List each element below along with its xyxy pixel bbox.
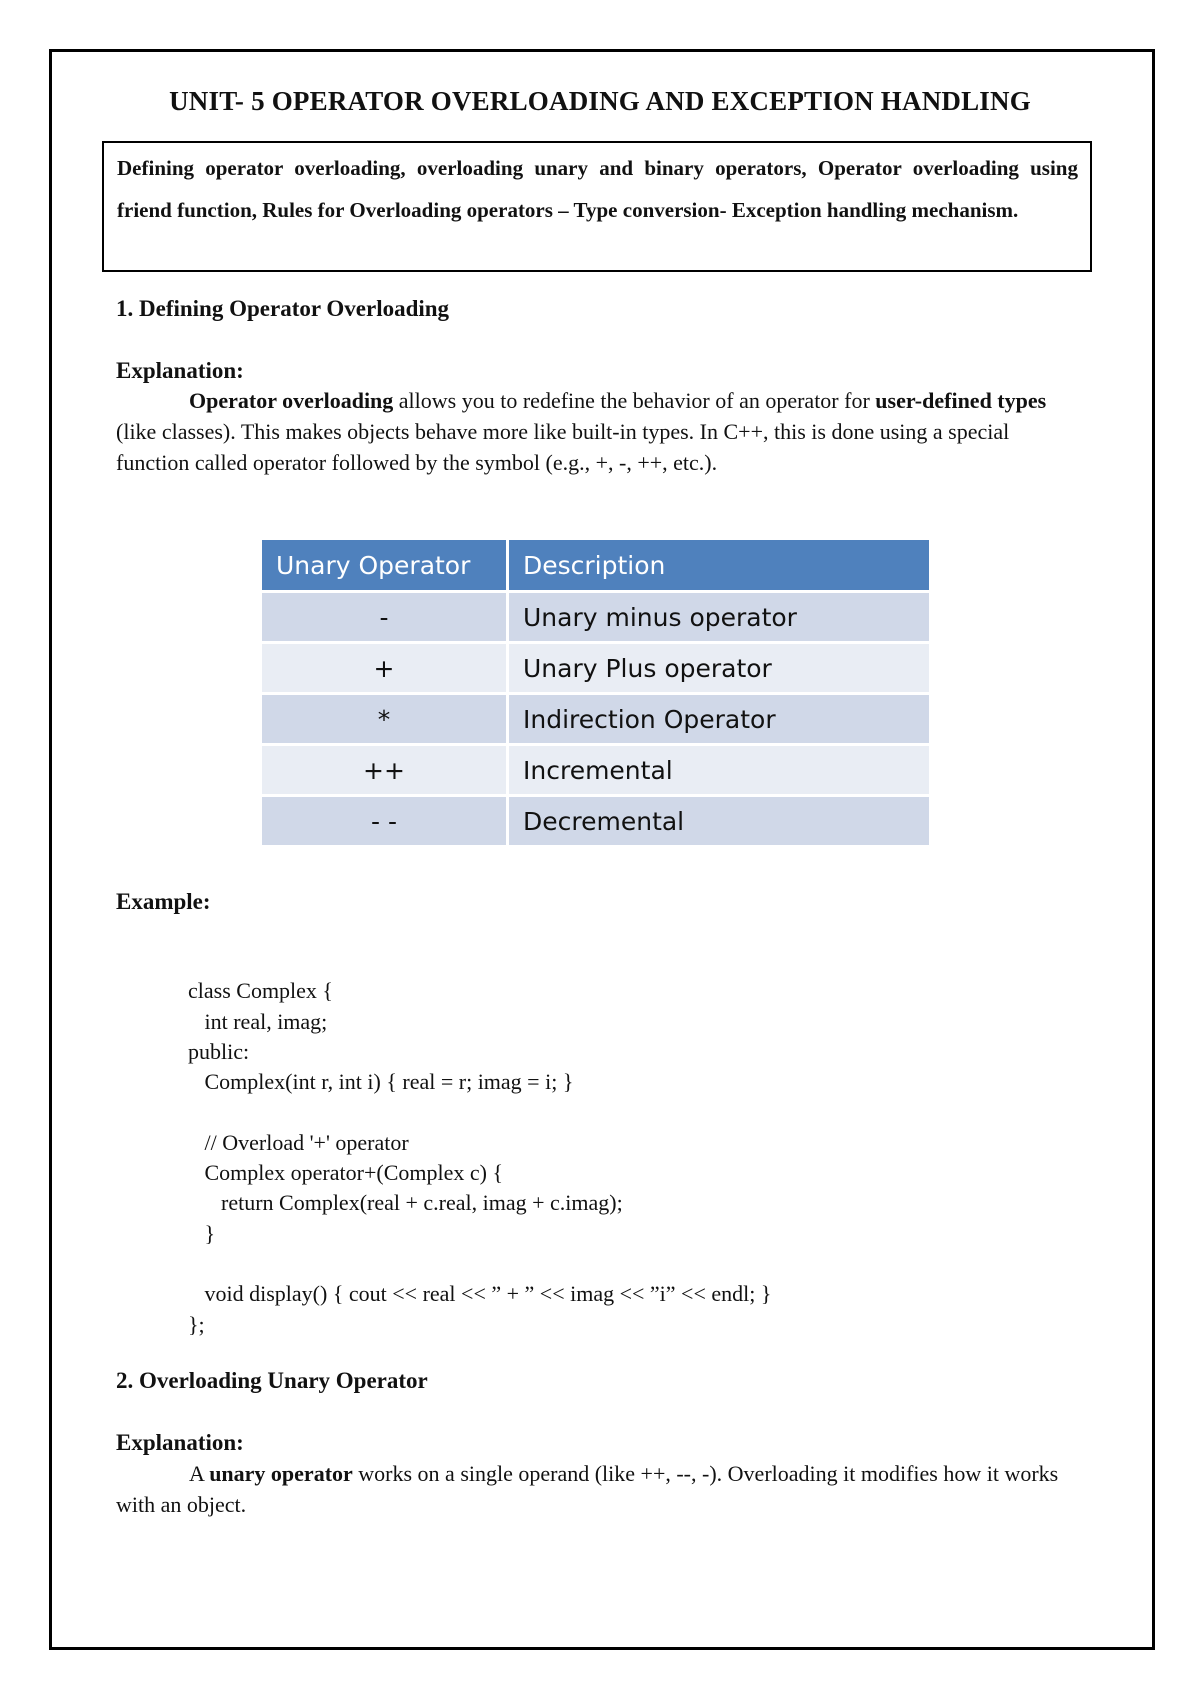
section-2-heading: 2. Overloading Unary Operator xyxy=(116,1368,428,1393)
paragraph-text: (like classes). This makes objects behave more like built-in types. In C++, this is done using a special function called operator followed by the symbol (e.g., +, -, ++, etc.). xyxy=(116,419,1010,475)
code-line xyxy=(188,1249,771,1279)
code-line: } xyxy=(188,1220,216,1246)
paragraph-text: allows you to redefine the behavior of an operator for xyxy=(393,388,876,413)
page-border xyxy=(49,49,1155,1650)
code-line xyxy=(188,1097,771,1127)
table-row xyxy=(262,745,931,796)
section-1-explanation-label: Explanation: xyxy=(116,358,244,383)
operator-cell: + xyxy=(262,643,508,694)
description-cell: Incremental xyxy=(508,745,931,796)
code-line: Complex operator+(Complex c) { xyxy=(188,1160,504,1186)
code-line: void display() { cout << real << ” + ” << imag << ”i” << endl; } xyxy=(188,1281,772,1307)
code-line: int real, imag; xyxy=(188,1008,328,1034)
table-row xyxy=(262,796,931,847)
example-label: Example: xyxy=(116,889,211,914)
code-line: }; xyxy=(188,1311,205,1337)
description-cell: Indirection Operator xyxy=(508,694,931,745)
bold-term-unary-operator: unary operator xyxy=(209,1461,353,1486)
section-2-paragraph xyxy=(116,1458,1076,1520)
code-line: class Complex { xyxy=(188,978,333,1004)
bold-term-operator-overloading: Operator overloading xyxy=(189,388,394,413)
page-title: UNIT- 5 OPERATOR OVERLOADING AND EXCEPTION HANDLING xyxy=(169,86,1031,116)
code-example xyxy=(188,946,771,1370)
section-2-explanation-label: Explanation: xyxy=(116,1430,244,1455)
syllabus-box: Defining operator overloading, overloading unary and binary operators, Operator overloading using friend function, Rules for Overloading operators – Type conversion- Exception handling mechanism. xyxy=(102,141,1092,272)
code-line: Complex(int r, int i) { real = r; imag = i; } xyxy=(188,1069,574,1095)
description-cell: Unary minus operator xyxy=(508,592,931,643)
description-cell: Unary Plus operator xyxy=(508,643,931,694)
unary-operator-table-wrap xyxy=(262,540,932,848)
table-row xyxy=(262,694,931,745)
code-line: public: xyxy=(188,1038,250,1064)
paragraph-text: A xyxy=(189,1461,210,1486)
header-unary-operator: Unary Operator xyxy=(262,540,508,592)
table-header-row xyxy=(262,540,931,592)
section-1-heading: 1. Defining Operator Overloading xyxy=(116,296,450,321)
operator-cell: - xyxy=(262,592,508,643)
description-cell: Decremental xyxy=(508,796,931,847)
header-description: Description xyxy=(508,540,931,592)
unary-operator-table xyxy=(262,540,932,848)
table-row xyxy=(262,592,931,643)
paragraph-text: works on a single operand (like ++, --, -). Overloading it modifies how it works with an object. xyxy=(116,1461,1059,1517)
bold-term-user-defined-types: user-defined types xyxy=(875,388,1047,413)
table-row xyxy=(262,643,931,694)
code-line: // Overload '+' operator xyxy=(188,1129,409,1155)
operator-cell: - - xyxy=(262,796,508,847)
operator-cell: * xyxy=(262,694,508,745)
section-1-paragraph xyxy=(116,385,1076,478)
operator-cell: ++ xyxy=(262,745,508,796)
code-line: return Complex(real + c.real, imag + c.imag); xyxy=(188,1190,623,1216)
